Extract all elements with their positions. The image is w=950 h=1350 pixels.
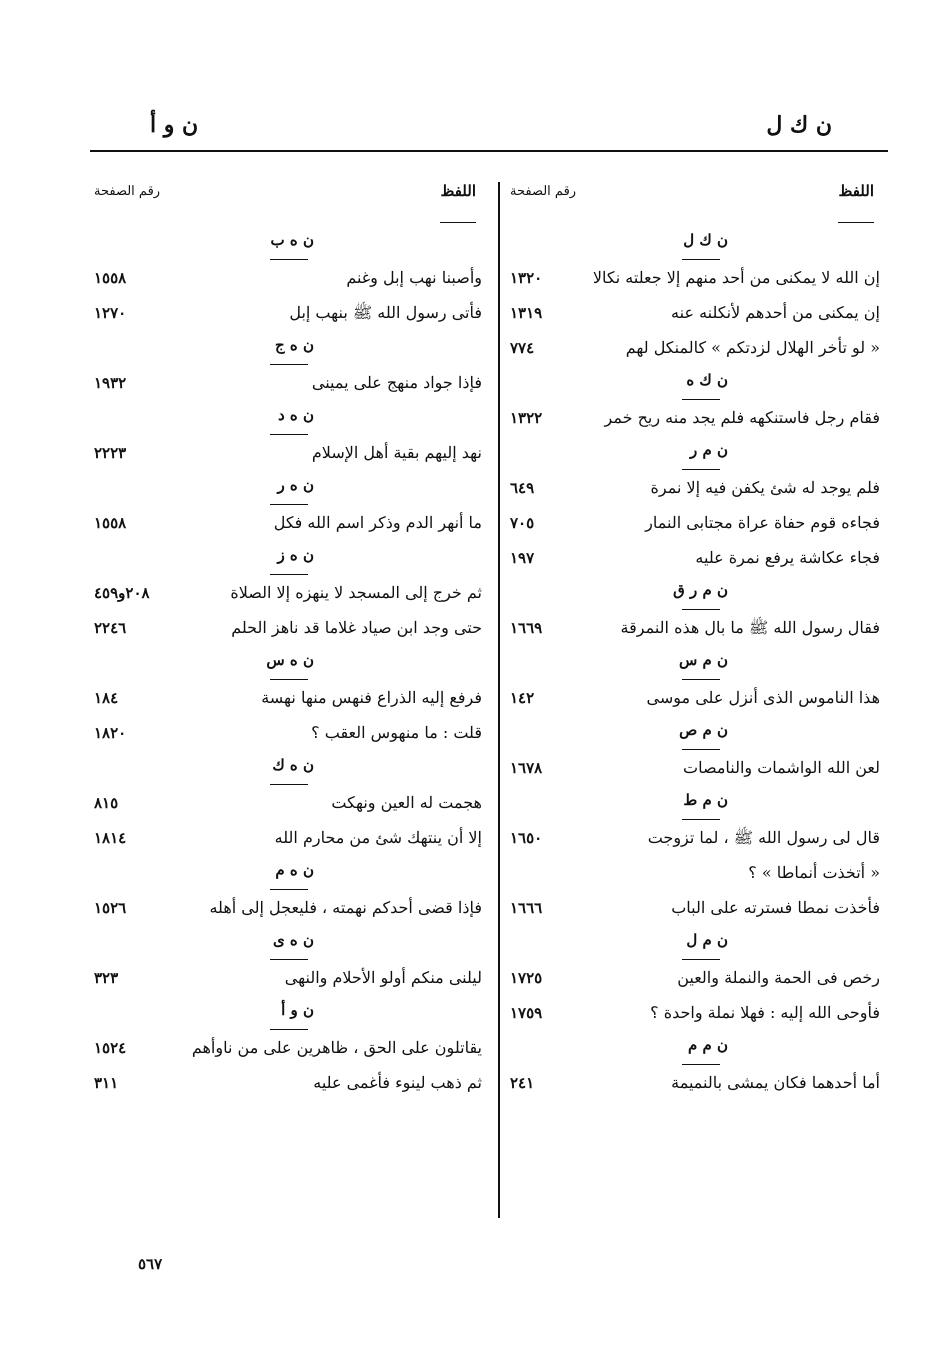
entry-page-number: ١٣٢٠ bbox=[510, 269, 543, 287]
entry-page-number: ١٦٦٩ bbox=[510, 619, 543, 637]
index-entry bbox=[90, 1068, 490, 1103]
entry-text: وأصبنا نهب إبل وغنم bbox=[346, 268, 482, 287]
entry-page-number: ٦٤٩ bbox=[510, 479, 535, 497]
index-entry bbox=[90, 438, 490, 473]
index-entry bbox=[90, 368, 490, 403]
root-heading bbox=[90, 543, 490, 578]
index-entry bbox=[506, 963, 888, 998]
root-underline bbox=[270, 784, 308, 785]
entry-text: ما أنهر الدم وذكر اسم الله فكل bbox=[273, 513, 482, 532]
entry-page-number: ٣١١ bbox=[94, 1074, 119, 1092]
entry-page-number: ٨١٥ bbox=[94, 794, 119, 812]
root-underline bbox=[682, 609, 720, 610]
index-entry bbox=[506, 753, 888, 788]
root-underline bbox=[682, 679, 720, 680]
entry-page-number: ٢٢٤٦ bbox=[94, 619, 127, 637]
column-header bbox=[90, 176, 490, 228]
left-column bbox=[90, 176, 490, 1103]
root-heading bbox=[90, 403, 490, 438]
entry-page-number: ١٦٥٠ bbox=[510, 829, 543, 847]
entry-text: هجمت له العين ونهكت bbox=[331, 793, 482, 812]
entry-page-number: ١٩٣٢ bbox=[94, 374, 127, 392]
root-underline bbox=[682, 749, 720, 750]
index-entry bbox=[506, 508, 888, 543]
entry-page-number: ١٨٢٠ bbox=[94, 724, 127, 742]
entry-text: يقاتلون على الحق ، ظاهرين على من ناوأهم bbox=[191, 1038, 482, 1057]
root-underline bbox=[270, 504, 308, 505]
index-entry bbox=[506, 858, 888, 893]
root-underline bbox=[682, 469, 720, 470]
right-column-rows bbox=[506, 228, 888, 1103]
entry-page-number: ٢٢٢٣ bbox=[94, 444, 127, 462]
word-column-header: اللفظ bbox=[838, 182, 874, 200]
entry-text: فجاء عكاشة يرفع نمرة عليه bbox=[695, 548, 880, 567]
index-entry bbox=[506, 683, 888, 718]
root-letters: ن ه ى bbox=[272, 931, 314, 949]
entry-page-number: ١٩٧ bbox=[510, 549, 535, 567]
index-entry bbox=[506, 473, 888, 508]
root-letters: ن م ص bbox=[679, 721, 728, 739]
column-header bbox=[506, 176, 888, 228]
root-underline bbox=[270, 574, 308, 575]
entry-page-number: ٣٢٣ bbox=[94, 969, 119, 987]
index-entry bbox=[90, 508, 490, 543]
index-entry bbox=[506, 543, 888, 578]
index-entry bbox=[90, 823, 490, 858]
entry-text: قلت : ما منهوس العقب ؟ bbox=[311, 723, 482, 742]
index-entry bbox=[506, 998, 888, 1033]
root-letters: ن ك ه bbox=[686, 371, 728, 389]
word-header-underline bbox=[838, 222, 874, 223]
root-heading bbox=[90, 648, 490, 683]
index-entry bbox=[506, 333, 888, 368]
root-underline bbox=[270, 959, 308, 960]
root-letters: ن ه ب bbox=[270, 231, 314, 249]
header-rule bbox=[90, 150, 888, 152]
entry-text: قال لى رسول الله ﷺ ، لما تزوجت bbox=[647, 828, 880, 847]
index-entry bbox=[90, 298, 490, 333]
entry-page-number: ١٧٥٩ bbox=[510, 1004, 543, 1022]
root-letters: ن و أ bbox=[281, 1001, 314, 1019]
entry-text: هذا الناموس الذى أنزل على موسى bbox=[646, 688, 880, 707]
entry-text: فقال رسول الله ﷺ ما بال هذه النمرقة bbox=[620, 618, 880, 637]
root-letters: ن ه س bbox=[266, 651, 314, 669]
root-heading bbox=[90, 228, 490, 263]
entry-text: فرفع إليه الذراع فنهس منها نهسة bbox=[261, 688, 482, 707]
entry-page-number: ١٥٥٨ bbox=[94, 514, 127, 532]
root-underline bbox=[682, 819, 720, 820]
index-entry bbox=[90, 263, 490, 298]
root-underline bbox=[682, 1064, 720, 1065]
index-entry bbox=[90, 893, 490, 928]
root-heading bbox=[90, 333, 490, 368]
index-entry bbox=[90, 683, 490, 718]
entry-text: إلا أن ينتهك شئ من محارم الله bbox=[274, 828, 482, 847]
root-underline bbox=[270, 889, 308, 890]
running-head-left: ن و أ bbox=[150, 112, 199, 138]
entry-page-number: ١٥٥٨ bbox=[94, 269, 127, 287]
root-underline bbox=[682, 259, 720, 260]
root-heading bbox=[506, 438, 888, 473]
root-letters: ن ه ج bbox=[274, 336, 314, 354]
root-letters: ن م ط bbox=[683, 791, 728, 809]
root-letters: ن ه ك bbox=[272, 756, 314, 774]
entry-page-number: ١٥٢٤ bbox=[94, 1039, 127, 1057]
root-letters: ن ه ز bbox=[277, 546, 314, 564]
entry-text: ليلنى منكم أولو الأحلام والنهى bbox=[284, 968, 482, 987]
entry-page-number: ١٨١٤ bbox=[94, 829, 127, 847]
entry-page-number: ٧٠٥ bbox=[510, 514, 535, 532]
index-entry bbox=[506, 1068, 888, 1103]
entry-text: فأخذت نمطا فسترته على الباب bbox=[671, 898, 880, 917]
root-heading bbox=[506, 228, 888, 263]
root-letters: ن ه ر bbox=[277, 476, 314, 494]
index-entry bbox=[506, 893, 888, 928]
index-entry bbox=[506, 263, 888, 298]
root-letters: ن م ر ق bbox=[673, 581, 728, 599]
root-letters: ن ك ل bbox=[683, 231, 728, 249]
root-heading bbox=[506, 718, 888, 753]
entry-text: فإذا جواد منهج على يمينى bbox=[311, 373, 482, 392]
entry-text: فأتى رسول الله ﷺ بنهب إبل bbox=[289, 303, 482, 322]
root-letters: ن م م bbox=[687, 1036, 728, 1054]
root-heading bbox=[506, 648, 888, 683]
running-head-right: ن ك ل bbox=[766, 112, 832, 138]
root-letters: ن م ل bbox=[686, 931, 728, 949]
index-entry bbox=[506, 613, 888, 648]
index-entry bbox=[90, 963, 490, 998]
root-underline bbox=[270, 1029, 308, 1030]
root-underline bbox=[270, 364, 308, 365]
entry-page-number: ١٧٢٥ bbox=[510, 969, 543, 987]
entry-text: إن يمكنى من أحدهم لأنكلنه عنه bbox=[671, 303, 880, 322]
index-entry bbox=[506, 403, 888, 438]
page-number: ٥٦٧ bbox=[138, 1255, 163, 1273]
entry-text: ثم ذهب لينوء فأغمى عليه bbox=[313, 1073, 482, 1092]
word-header-underline bbox=[440, 222, 476, 223]
entry-text: فأوحى الله إليه : فهلا نملة واحدة ؟ bbox=[650, 1003, 880, 1022]
root-heading bbox=[90, 753, 490, 788]
root-letters: ن ه م bbox=[275, 861, 314, 879]
entry-text: نهد إليهم بقية أهل الإسلام bbox=[311, 443, 482, 462]
entry-page-number: ١٨٤ bbox=[94, 689, 119, 707]
index-entry bbox=[506, 823, 888, 858]
root-heading bbox=[506, 928, 888, 963]
entry-text: فإذا قضى أحدكم نهمته ، فليعجل إلى أهله bbox=[209, 898, 482, 917]
entry-page-number: ١٢٧٠ bbox=[94, 304, 127, 322]
index-entry bbox=[90, 788, 490, 823]
root-heading bbox=[506, 368, 888, 403]
entry-text: أما أحدهما فكان يمشى بالنميمة bbox=[671, 1073, 880, 1092]
root-heading bbox=[90, 928, 490, 963]
column-divider bbox=[498, 182, 500, 1218]
index-entry bbox=[90, 718, 490, 753]
entry-text: « لو تأخر الهلال لزدتكم » كالمنكل لهم bbox=[625, 338, 880, 357]
root-letters: ن م س bbox=[678, 651, 728, 669]
root-heading bbox=[90, 473, 490, 508]
entry-page-number: ٧٧٤ bbox=[510, 339, 535, 357]
entry-text: رخص فى الحمة والنملة والعين bbox=[677, 968, 880, 987]
entry-page-number: ٢٠٨و٤٥٩ bbox=[94, 584, 150, 602]
entry-page-number: ١٦٧٨ bbox=[510, 759, 543, 777]
word-column-header: اللفظ bbox=[440, 182, 476, 200]
root-underline bbox=[682, 399, 720, 400]
root-underline bbox=[270, 679, 308, 680]
entry-text: فلم يوجد له شئ يكفن فيه إلا نمرة bbox=[650, 478, 880, 497]
entry-text: حتى وجد ابن صياد غلاما قد ناهز الحلم bbox=[231, 618, 482, 637]
index-entry bbox=[90, 613, 490, 648]
root-letters: ن م ر bbox=[690, 441, 728, 459]
page-column-header: رقم الصفحة bbox=[94, 184, 161, 199]
entry-page-number: ١٦٦٦ bbox=[510, 899, 543, 917]
entry-text: لعن الله الواشمات والنامصات bbox=[683, 758, 880, 777]
root-heading bbox=[90, 858, 490, 893]
left-column-rows bbox=[90, 228, 490, 1103]
root-heading bbox=[506, 578, 888, 613]
page-column-header: رقم الصفحة bbox=[510, 184, 577, 199]
index-entry bbox=[90, 1033, 490, 1068]
right-column bbox=[506, 176, 888, 1103]
entry-page-number: ١٤٢ bbox=[510, 689, 535, 707]
entry-text: « أتخذت أنماطا » ؟ bbox=[748, 863, 880, 882]
root-letters: ن ه د bbox=[278, 406, 314, 424]
entry-text: فقام رجل فاستنكهه فلم يجد منه ريح خمر bbox=[604, 408, 880, 427]
entry-page-number: ١٥٢٦ bbox=[94, 899, 127, 917]
index-entry bbox=[506, 298, 888, 333]
root-heading bbox=[506, 1033, 888, 1068]
entry-page-number: ١٣٢٢ bbox=[510, 409, 543, 427]
root-underline bbox=[270, 259, 308, 260]
root-underline bbox=[682, 959, 720, 960]
entry-text: إن الله لا يمكنى من أحد منهم إلا جعلته نكالا bbox=[592, 268, 880, 287]
entry-text: ثم خرج إلى المسجد لا ينهزه إلا الصلاة bbox=[230, 583, 482, 602]
entry-text: فجاءه قوم حفاة عراة مجتابى النمار bbox=[645, 513, 880, 532]
entry-page-number: ٢٤١ bbox=[510, 1074, 535, 1092]
index-entry bbox=[90, 578, 490, 613]
root-heading bbox=[506, 788, 888, 823]
entry-page-number: ١٣١٩ bbox=[510, 304, 543, 322]
root-heading bbox=[90, 998, 490, 1033]
root-underline bbox=[270, 434, 308, 435]
